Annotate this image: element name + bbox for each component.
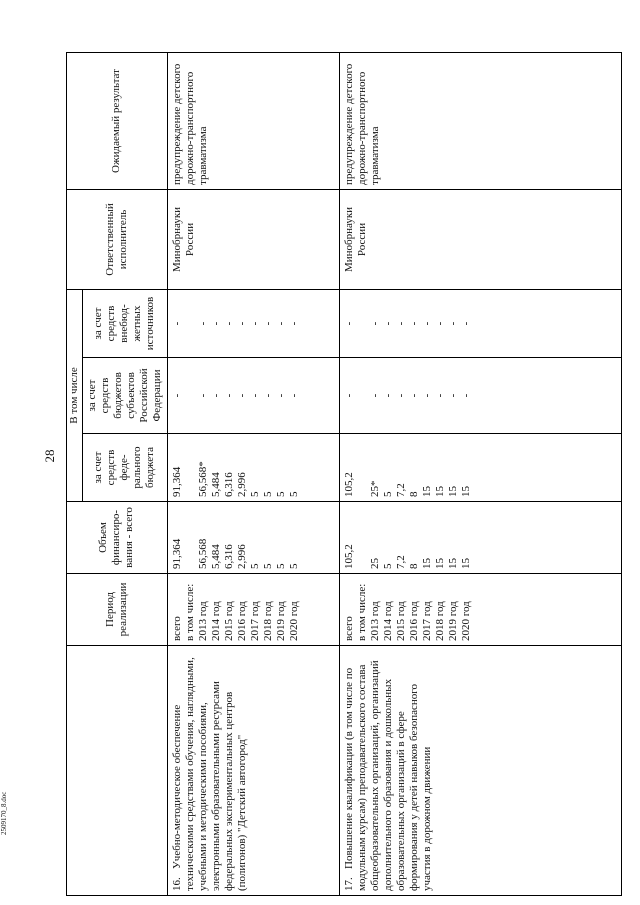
- row-description-text: Учебно-методическое обеспечение техническими средствами обучения, наглядными, учебными и методическими пособиями, электронными образовательными ресурсами федеральных экспериментальных центров (полигонов) "Детский автогород": [170, 657, 248, 891]
- value: 15: [459, 558, 472, 569]
- value: -: [342, 321, 355, 326]
- header-regional: за счет средств бюджетов субъектов Российской Федерации: [82, 358, 167, 434]
- value: -: [248, 393, 261, 398]
- value: 15: [420, 486, 433, 497]
- row-responsible: Минобрнауки России: [167, 190, 339, 290]
- value: 25*: [368, 480, 381, 497]
- row-description: [339, 646, 621, 896]
- value: 6,316: [222, 544, 235, 569]
- value: 5: [274, 563, 287, 569]
- value: -: [287, 321, 300, 326]
- row-responsible: Минобрнауки России: [339, 190, 621, 290]
- page-number: 28: [42, 449, 57, 463]
- value: 15: [433, 486, 446, 497]
- value: 105,2: [342, 544, 355, 569]
- value: -: [209, 321, 222, 326]
- value: -: [433, 321, 446, 326]
- value: -: [209, 393, 222, 398]
- period: всего: [170, 616, 183, 641]
- value: -: [446, 321, 459, 326]
- header-responsible: Ответственный исполнитель: [67, 190, 168, 290]
- row-description-text: Повышение квалификации (в том числе по модульным курсам) преподавательского состава общеобразовательных организаций, организаций дополнительного образования и дошкольных образовательных организаций в сфере формирования у детей навыков безопасного участия в дорожном движении: [342, 660, 433, 891]
- value: -: [196, 393, 209, 398]
- value: [184, 362, 197, 429]
- period: 2016 год: [407, 601, 420, 641]
- value: 5: [248, 491, 261, 497]
- value: 5: [274, 491, 287, 497]
- value: 15: [433, 558, 446, 569]
- value: 5: [261, 563, 274, 569]
- period: всего: [342, 616, 355, 641]
- row-result: предупреждение детского дорожно-транспортного травматизма: [339, 53, 621, 190]
- value: -: [407, 321, 420, 326]
- period: 2013 год: [196, 601, 209, 641]
- period: в том числе:: [355, 583, 368, 641]
- value: 2,996: [235, 544, 248, 569]
- value: -: [342, 393, 355, 398]
- value: -: [274, 321, 287, 326]
- table-row: [339, 53, 621, 896]
- header-description: [67, 646, 168, 896]
- row-federal: [339, 434, 621, 502]
- period: 2017 год: [248, 601, 261, 641]
- value: 5: [287, 491, 300, 497]
- value: -: [235, 321, 248, 326]
- value: 15: [420, 558, 433, 569]
- table-row: [167, 53, 339, 896]
- header-period: Период реализации: [67, 574, 168, 646]
- header-total: Объем финансиро-вания - всего: [67, 502, 168, 574]
- header-in-that-number: В том числе: [67, 290, 83, 502]
- value: [184, 438, 197, 497]
- row-number: 16.: [170, 877, 183, 891]
- row-extrabudget: [339, 290, 621, 358]
- value: -: [420, 321, 433, 326]
- value: 56,568: [196, 538, 209, 569]
- value: -: [446, 393, 459, 398]
- row-description: [167, 646, 339, 896]
- header-result: Ожидаемый результат: [67, 53, 168, 190]
- row-regional: [339, 358, 621, 434]
- value: -: [368, 393, 381, 398]
- value: 5: [287, 563, 300, 569]
- row-regional: [167, 358, 339, 434]
- row-totals: [167, 502, 339, 574]
- value: 5,484: [209, 544, 222, 569]
- program-activities-table: [66, 52, 622, 896]
- period: 2017 год: [420, 601, 433, 641]
- value: 15: [446, 486, 459, 497]
- value: [356, 362, 369, 429]
- value: 56,568*: [196, 461, 209, 497]
- value: -: [248, 321, 261, 326]
- value: -: [368, 321, 381, 326]
- period: 2014 год: [209, 601, 222, 641]
- value: 91,364: [170, 538, 183, 569]
- value: [356, 438, 369, 497]
- row-periods: [339, 574, 621, 646]
- period: 2015 год: [394, 601, 407, 641]
- value: 5: [248, 563, 261, 569]
- value: [184, 294, 197, 353]
- period: 2020 год: [459, 601, 472, 641]
- value: [184, 506, 197, 569]
- header-federal: за счет средств феде-рального бюджета: [82, 434, 167, 502]
- row-number: 17.: [342, 877, 355, 891]
- row-periods: [167, 574, 339, 646]
- footer-code: 2509170_8.doc: [0, 791, 8, 835]
- value: 5,484: [209, 472, 222, 497]
- value: 15: [459, 486, 472, 497]
- value: [356, 506, 369, 569]
- value: -: [381, 393, 394, 398]
- value: [356, 294, 369, 353]
- value: -: [170, 393, 183, 398]
- value: -: [287, 393, 300, 398]
- period: 2016 год: [235, 601, 248, 641]
- value: 5: [381, 491, 394, 497]
- period: в том числе:: [183, 583, 196, 641]
- value: -: [261, 393, 274, 398]
- row-extrabudget: [167, 290, 339, 358]
- period: 2015 год: [222, 601, 235, 641]
- row-federal: [167, 434, 339, 502]
- value: -: [381, 321, 394, 326]
- value: -: [222, 321, 235, 326]
- period: 2018 год: [261, 601, 274, 641]
- value: 7,2: [394, 483, 407, 497]
- value: -: [407, 393, 420, 398]
- period: 2013 год: [368, 601, 381, 641]
- header-extrabudget: за счет средств внебюд-жетных источников: [82, 290, 167, 358]
- value: 5: [381, 563, 394, 569]
- value: -: [459, 393, 472, 398]
- value: -: [222, 393, 235, 398]
- value: -: [433, 393, 446, 398]
- value: 105,2: [342, 472, 355, 497]
- value: 5: [261, 491, 274, 497]
- value: -: [196, 321, 209, 326]
- value: -: [235, 393, 248, 398]
- header-row-top: [67, 53, 83, 896]
- row-totals: [339, 502, 621, 574]
- value: 25: [368, 558, 381, 569]
- value: 8: [407, 491, 420, 497]
- value: 2,996: [235, 472, 248, 497]
- period: 2018 год: [433, 601, 446, 641]
- period: 2014 год: [381, 601, 394, 641]
- value: -: [274, 393, 287, 398]
- period: 2019 год: [446, 601, 459, 641]
- value: -: [459, 321, 472, 326]
- value: -: [394, 393, 407, 398]
- value: -: [261, 321, 274, 326]
- period: 2019 год: [274, 601, 287, 641]
- period: 2020 год: [287, 601, 300, 641]
- value: 7,2: [394, 555, 407, 569]
- value: 91,364: [170, 466, 183, 497]
- value: -: [170, 321, 183, 326]
- value: -: [420, 393, 433, 398]
- value: 8: [407, 563, 420, 569]
- value: 15: [446, 558, 459, 569]
- rotated-table-container: [66, 53, 622, 896]
- value: 6,316: [222, 472, 235, 497]
- value: -: [394, 321, 407, 326]
- row-result: предупреждение детского дорожно-транспортного травматизма: [167, 53, 339, 190]
